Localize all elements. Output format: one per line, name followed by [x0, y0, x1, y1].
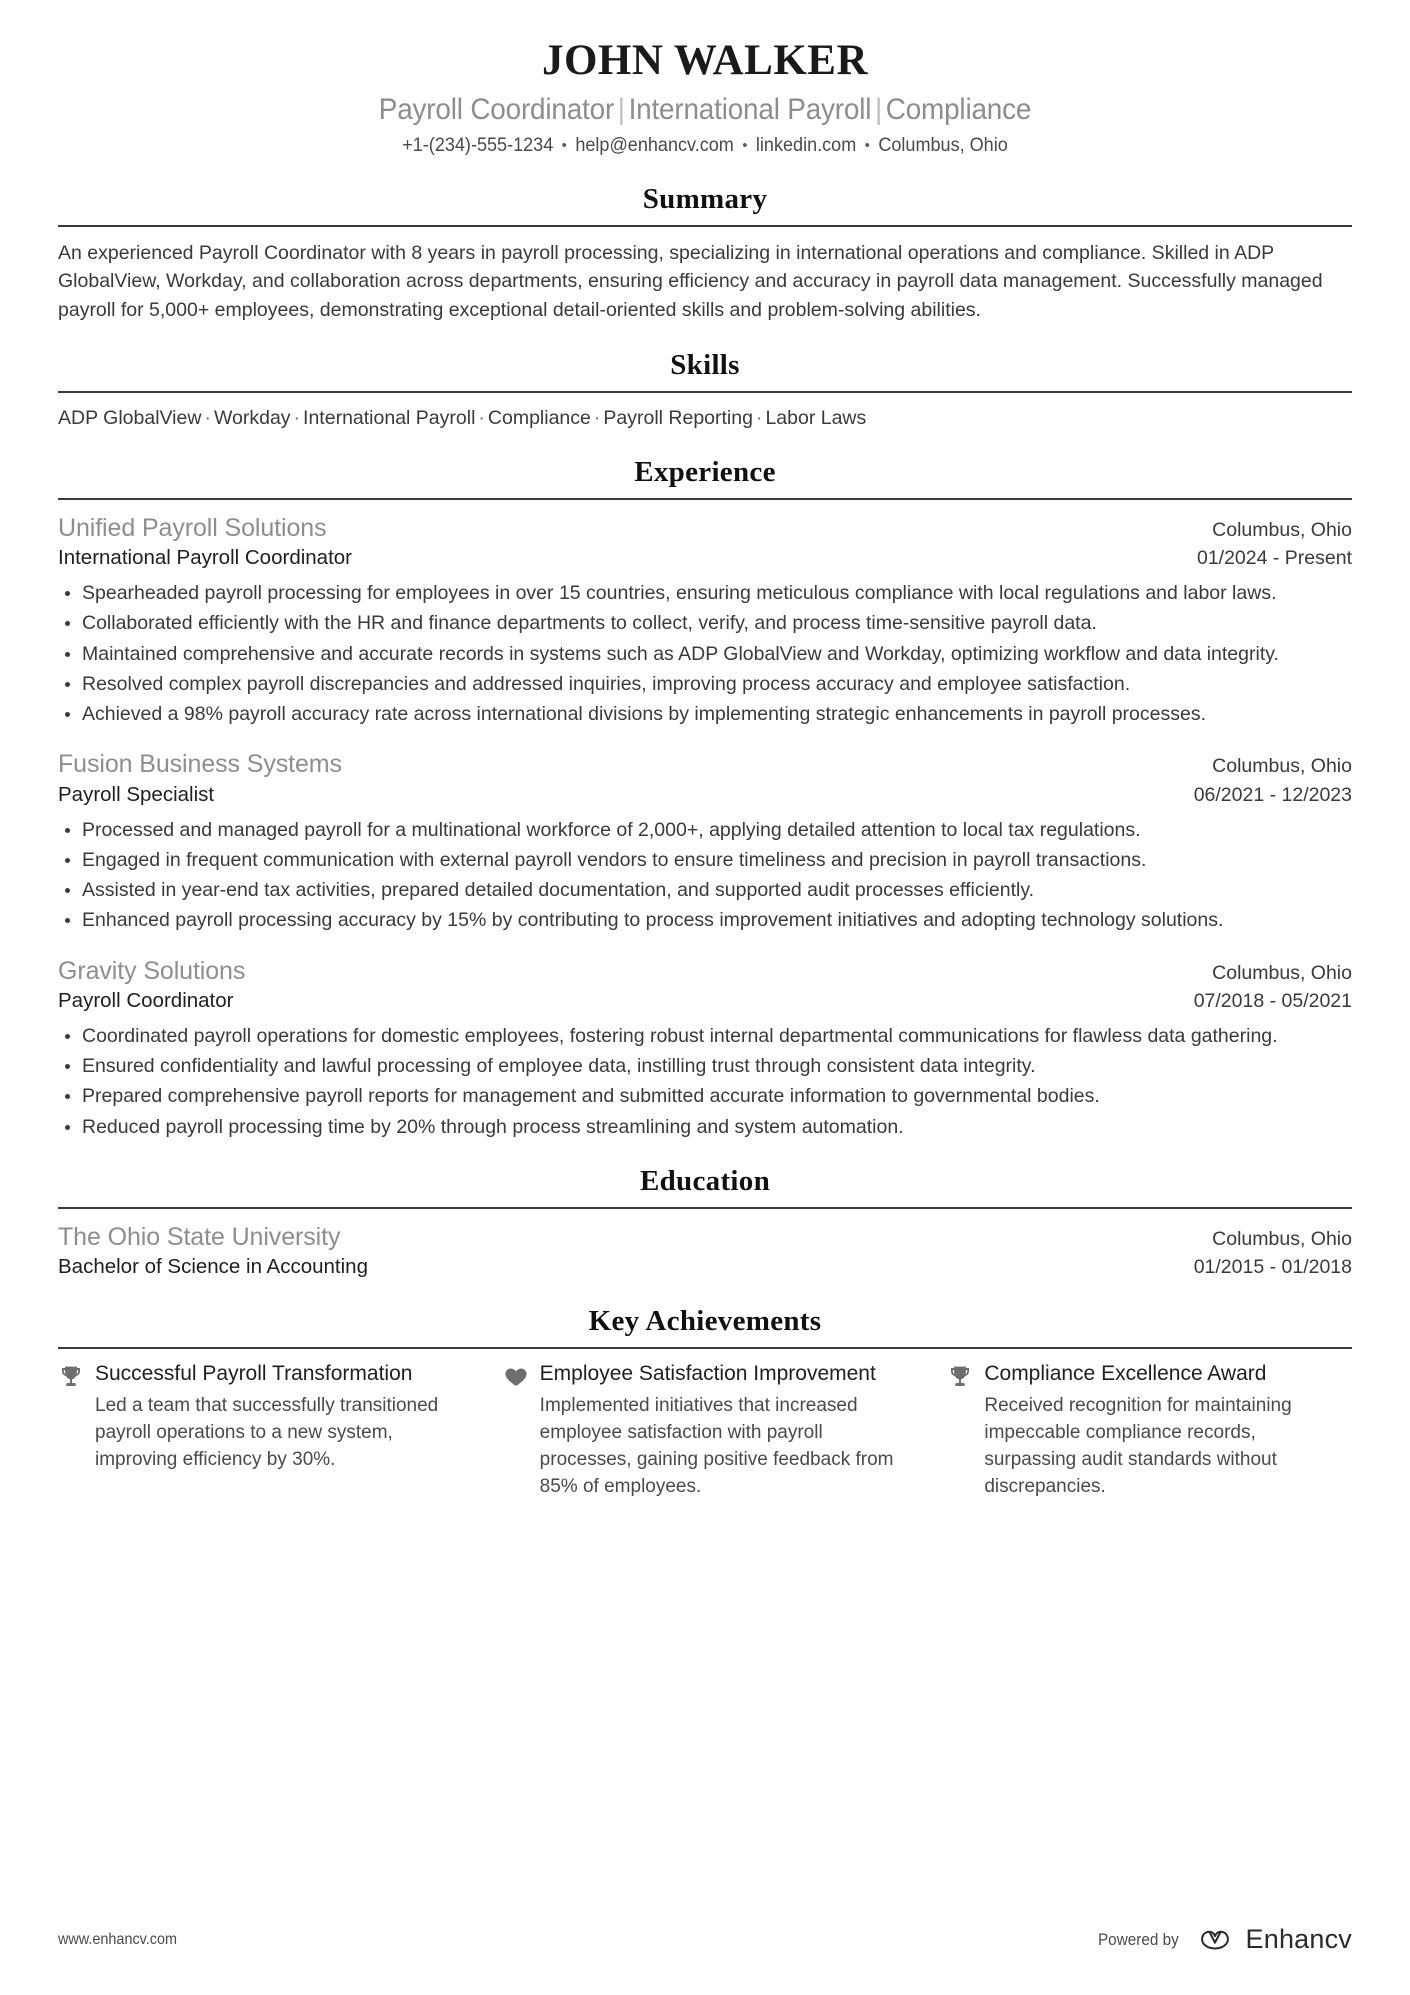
skill-item: Payroll Reporting	[603, 406, 753, 429]
entry-bullet-list	[58, 579, 1352, 728]
entry-bottom-row	[58, 544, 1352, 572]
contact-linkedin[interactable]: linkedin.com	[755, 134, 857, 156]
resume-header	[58, 36, 1352, 159]
entry-location: Columbus, Ohio	[1212, 961, 1352, 984]
enhancv-brand-name: Enhancv	[1245, 1924, 1352, 1954]
entry-role: Bachelor of Science in Accounting	[58, 1255, 368, 1279]
entry-top-row	[58, 955, 1352, 988]
contact-separator-1: •	[561, 137, 567, 155]
footer-website-link[interactable]: www.enhancv.com	[58, 1930, 177, 1948]
key-achievements-grid	[58, 1361, 1352, 1501]
trophy-icon	[947, 1364, 973, 1390]
key-achievement-item	[503, 1361, 908, 1501]
skill-separator: ·	[593, 406, 601, 429]
entry-bullet: Maintained comprehensive and accurate records in systems such as ADP GlobalView and Workday, optimizing workflow and data integrity.	[58, 640, 1352, 668]
skill-item: Compliance	[487, 406, 591, 429]
footer-powered-by-label: Powered by	[1097, 1929, 1179, 1949]
entry-bullet: Achieved a 98% payroll accuracy rate across international divisions by implementing strategic enhancements in payroll processes.	[58, 700, 1352, 728]
key-achievement-header	[58, 1361, 463, 1390]
section-heading-skills: Skills	[670, 348, 740, 381]
entry-organization: The Ohio State University	[58, 1222, 341, 1251]
entry-organization: Gravity Solutions	[58, 956, 246, 985]
entry-location: Columbus, Ohio	[1212, 1227, 1352, 1250]
contact-location: Columbus, Ohio	[878, 134, 1008, 156]
section-key-achievements	[58, 1305, 1352, 1501]
skill-item: ADP GlobalView	[58, 406, 202, 429]
contact-email[interactable]: help@enhancv.com	[575, 134, 734, 156]
section-skills	[58, 349, 1352, 432]
section-education	[58, 1165, 1352, 1281]
entry-location: Columbus, Ohio	[1212, 518, 1352, 541]
trophy-icon	[58, 1364, 84, 1390]
contact-separator-2: •	[742, 137, 748, 155]
entry-role: Payroll Coordinator	[58, 989, 234, 1013]
entry-bullet: Ensured confidentiality and lawful processing of employee data, instilling trust through consistent data integrity.	[58, 1052, 1352, 1080]
skill-item: International Payroll	[303, 406, 476, 429]
headline-part-1: Payroll Coordinator	[378, 93, 615, 127]
key-achievement-title: Employee Satisfaction Improvement	[539, 1362, 876, 1386]
key-achievement-header	[947, 1361, 1352, 1390]
section-divider-summary	[58, 225, 1352, 227]
resume-entry	[58, 512, 1352, 729]
key-achievement-title: Compliance Excellence Award	[984, 1362, 1267, 1386]
key-achievement-header	[503, 1361, 908, 1390]
section-heading-education: Education	[639, 1164, 770, 1197]
contact-phone: +1-(234)-555-1234	[402, 134, 554, 156]
skill-item: Workday	[213, 406, 291, 429]
entry-bullet: Collaborated efficiently with the HR and finance departments to collect, verify, and process time-sensitive payroll data.	[58, 609, 1352, 637]
section-divider-key-achievements	[58, 1347, 1352, 1349]
enhancv-logo-icon	[1193, 1926, 1237, 1954]
entry-bottom-row	[58, 987, 1352, 1015]
section-summary	[58, 183, 1352, 325]
entry-top-row	[58, 748, 1352, 781]
candidate-headline	[103, 91, 1306, 129]
resume-entry	[58, 748, 1352, 934]
entry-dates: 01/2015 - 01/2018	[1193, 1256, 1352, 1279]
entry-dates: 01/2024 - Present	[1196, 547, 1352, 570]
skill-separator: ·	[293, 406, 301, 429]
entry-bullet: Spearheaded payroll processing for employees in over 15 countries, ensuring meticulous compliance with local regulations and labor laws.	[58, 579, 1352, 607]
key-achievement-description: Implemented initiatives that increased employee satisfaction with payroll processes, gaining positive feedback from 85% of employees.	[539, 1395, 894, 1497]
entry-bullet: Resolved complex payroll discrepancies and addressed inquiries, improving process accuracy and employee satisfaction.	[58, 670, 1352, 698]
entry-dates: 06/2021 - 12/2023	[1193, 783, 1352, 806]
heart-icon	[503, 1364, 529, 1390]
entry-bullet-list	[58, 816, 1352, 935]
key-achievement-item	[947, 1361, 1352, 1501]
entry-top-row	[58, 512, 1352, 545]
entry-role: International Payroll Coordinator	[58, 546, 352, 570]
key-achievement-item	[58, 1361, 463, 1501]
headline-separator-1: |	[617, 93, 625, 127]
contact-line	[90, 134, 1319, 159]
section-heading-experience: Experience	[634, 455, 776, 488]
entry-bullet: Enhanced payroll processing accuracy by 15% by contributing to process improvement initiatives and adopting technology solutions.	[58, 906, 1352, 934]
experience-entry-list	[58, 512, 1352, 1141]
candidate-name: JOHN WALKER	[541, 37, 869, 84]
entry-organization: Unified Payroll Solutions	[58, 513, 327, 542]
entry-bullet: Reduced payroll processing time by 20% through process streamlining and system automation.	[58, 1113, 1352, 1141]
entry-location: Columbus, Ohio	[1212, 755, 1352, 778]
education-entry-list	[58, 1221, 1352, 1281]
contact-separator-3: •	[864, 137, 870, 155]
key-achievement-description: Led a team that successfully transitioned payroll operations to a new system, improving efficiency by 30%.	[95, 1395, 439, 1470]
section-divider-skills	[58, 391, 1352, 393]
section-heading-key-achievements: Key Achievements	[588, 1305, 822, 1338]
skill-separator: ·	[204, 406, 211, 429]
entry-bullet: Assisted in year-end tax activities, prepared detailed documentation, and supported audit processes efficiently.	[58, 876, 1352, 904]
section-experience	[58, 456, 1352, 1141]
entry-dates: 07/2018 - 05/2021	[1193, 990, 1352, 1013]
skill-separator: ·	[755, 406, 763, 429]
skill-item: Labor Laws	[765, 406, 867, 429]
headline-part-3: Compliance	[885, 93, 1032, 127]
key-achievement-title: Successful Payroll Transformation	[95, 1362, 413, 1386]
entry-bullet: Coordinated payroll operations for domestic employees, fostering robust internal departmental communications for flawless data gathering.	[58, 1022, 1352, 1050]
key-achievement-description: Received recognition for maintaining impeccable compliance records, surpassing audit standards without discrepancies.	[984, 1395, 1292, 1497]
entry-role: Payroll Specialist	[58, 782, 215, 806]
entry-bullet-list	[58, 1022, 1352, 1141]
entry-bullet: Prepared comprehensive payroll reports for management and submitted accurate information to governmental bodies.	[58, 1082, 1352, 1110]
headline-part-2: International Payroll	[628, 93, 872, 127]
resume-entry	[58, 955, 1352, 1141]
resume-entry	[58, 1221, 1352, 1281]
entry-organization: Fusion Business Systems	[58, 750, 342, 779]
page-footer	[58, 1924, 1352, 1955]
skill-separator: ·	[478, 406, 485, 429]
entry-bullet: Processed and managed payroll for a multinational workforce of 2,000+, applying detailed attention to local tax regulations.	[58, 816, 1352, 844]
enhancv-brand	[1193, 1924, 1352, 1955]
entry-bullet: Engaged in frequent communication with external payroll vendors to ensure timeliness and precision in payroll transactions.	[58, 846, 1352, 874]
skills-list	[58, 405, 1352, 432]
summary-text: An experienced Payroll Coordinator with 8 years in payroll processing, specializing in international operations and compliance. Skilled in ADP GlobalView, Workday, and collaboration across departments, ensuring efficiency and accuracy in payroll data management. Successfully managed payroll for 5,000+ employees, demonstrating exceptional detail-oriented skills and problem-solving abilities.	[58, 241, 1323, 321]
entry-bottom-row	[58, 1253, 1352, 1281]
entry-top-row	[58, 1221, 1352, 1254]
footer-branding	[1089, 1924, 1352, 1955]
section-heading-summary: Summary	[642, 182, 768, 215]
headline-separator-2: |	[874, 93, 883, 127]
entry-bottom-row	[58, 781, 1352, 809]
section-divider-experience	[58, 498, 1352, 500]
section-divider-education	[58, 1207, 1352, 1209]
